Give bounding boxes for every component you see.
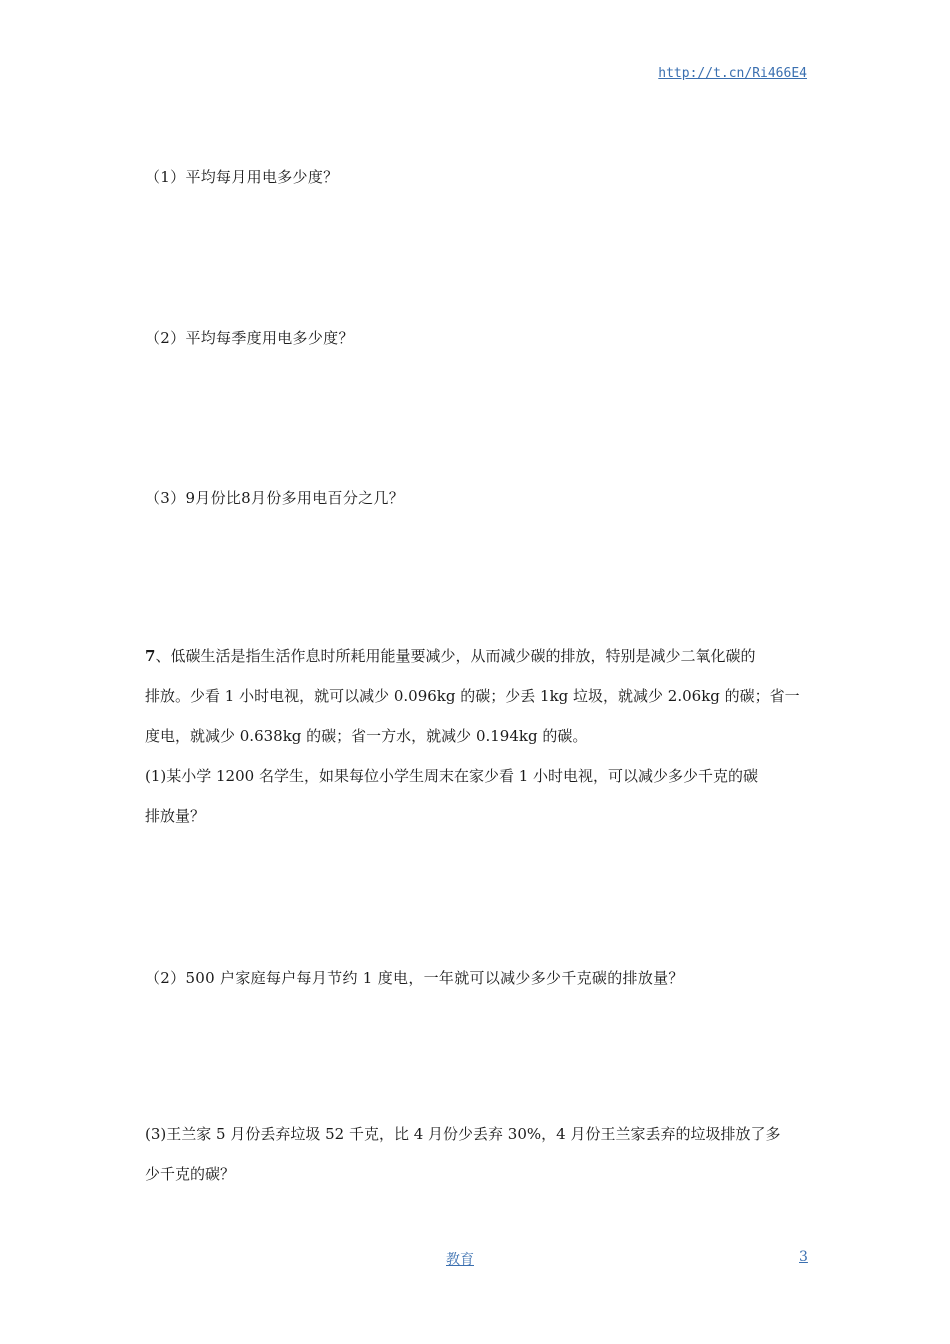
question-7-intro-line-2: 排放。少看 1 小时电视，就可以减少 0.096kg 的碳；少丢 1kg 垃圾，就减少 2.06kg 的碳；省一 [145,687,800,705]
question-7-intro-line-3: 度电，就减少 0.638kg 的碳；省一方水，就减少 0.194kg 的碳。 [145,727,588,745]
question-6-part-3: （3）9月份比8月份多用电百分之几？ [145,489,405,507]
question-7-intro-line-1 [145,636,810,676]
question-7-number: 7 [145,647,156,665]
question-7-part-1-line-2: 排放量？ [145,807,206,825]
question-7-part-3-line-2: 少千克的碳？ [145,1165,236,1183]
question-7-intro-text-1: 、低碳生活是指生活作息时所耗用能量要减少，从而减少碳的排放，特别是减少二氧化碳的 [155,647,756,665]
page-number[interactable]: 3 [799,1249,808,1265]
question-6-part-2: （2）平均每季度用电多少度？ [145,329,354,347]
header-link[interactable]: http://t.cn/Ri466E4 [658,66,807,81]
question-7-part-2: （2）500 户家庭每户每月节约 1 度电，一年就可以减少多少千克碳的排放量？ [145,969,684,987]
question-7-part-3 [145,1114,810,1194]
question-7-part-3-line-1: (3)王兰家 5 月份丢弃垃圾 52 千克，比 4 月份少丢弃 30%，4 月份王兰家丢弃的垃圾排放了多 [145,1125,781,1143]
footer-link[interactable]: 教育 [446,1252,474,1268]
question-6-part-1: （1）平均每月用电多少度？ [145,168,339,186]
question-7-part-1-line-1: (1)某小学 1200 名学生，如果每位小学生周末在家少看 1 小时电视，可以减少多少千克的碳 [145,767,759,785]
question-7-intro [145,636,810,756]
question-7-part-1 [145,756,810,836]
